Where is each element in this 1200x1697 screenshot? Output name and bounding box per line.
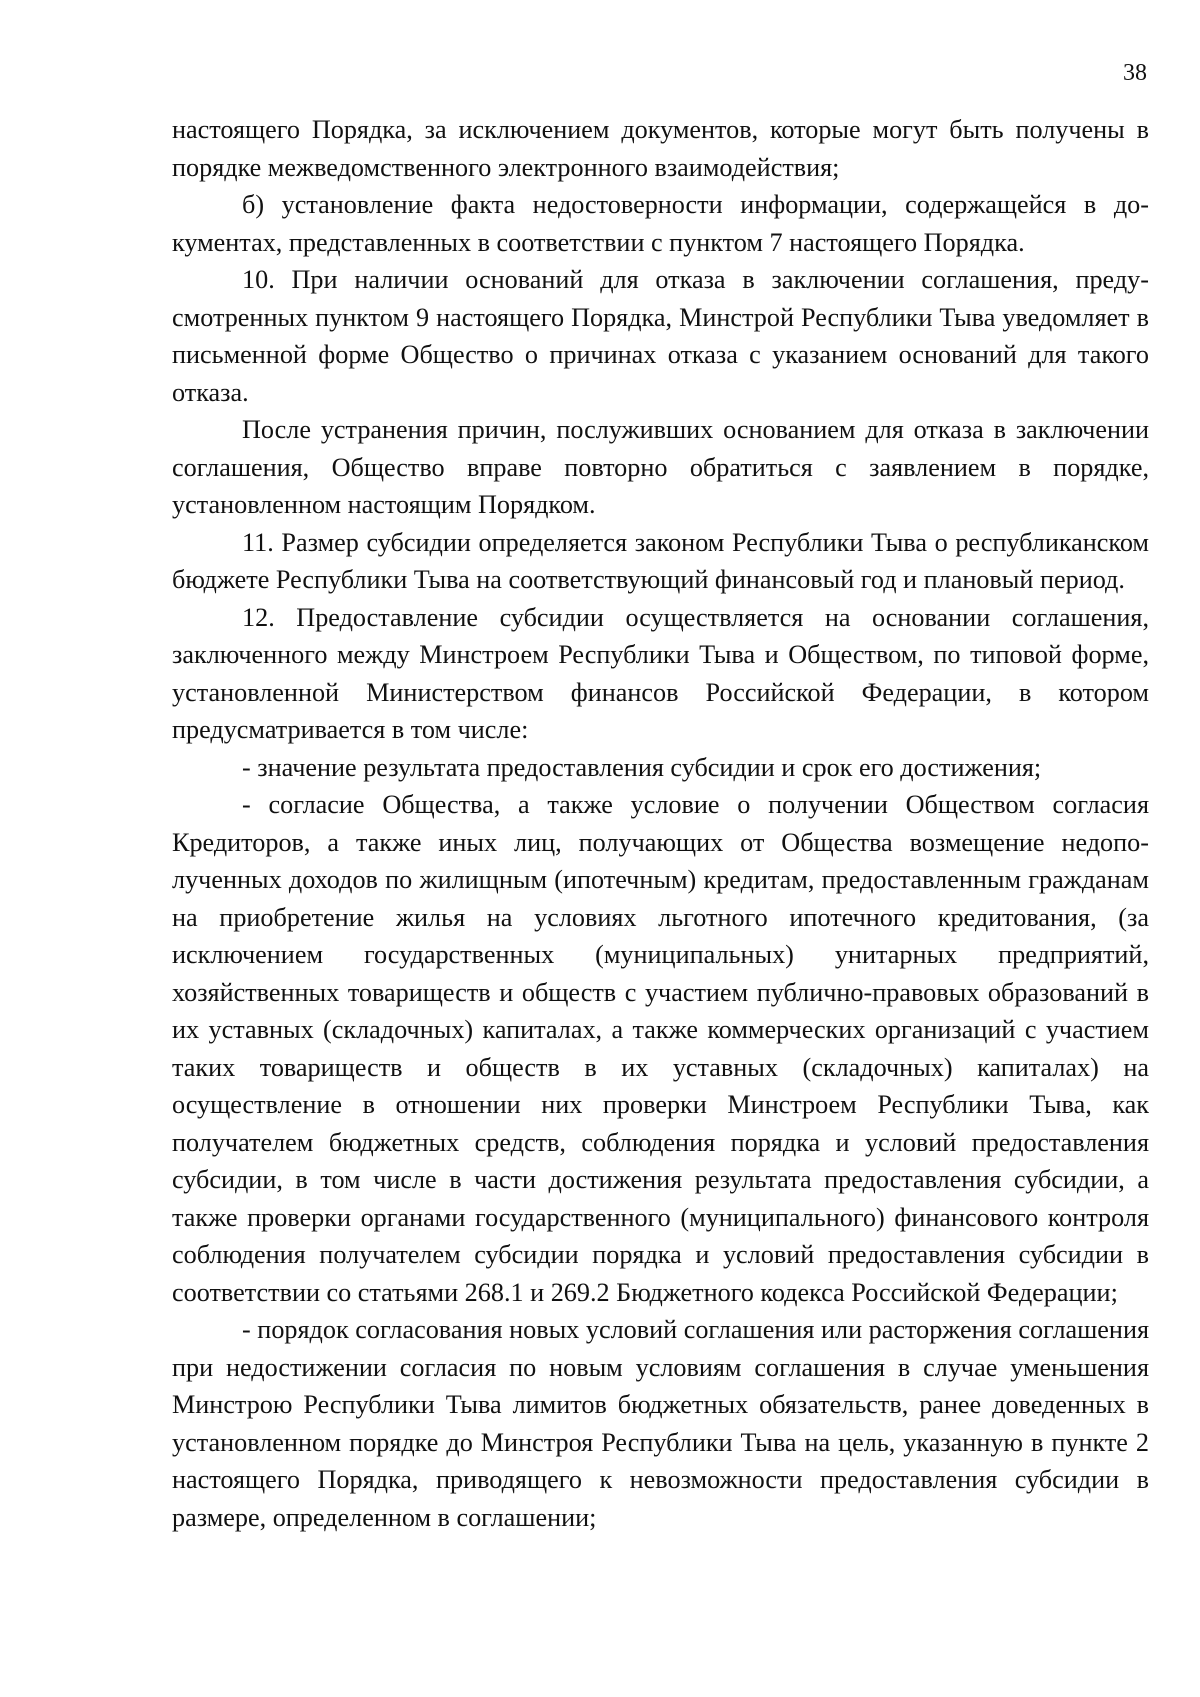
paragraph: 11. Размер субсидии определяется законом Республики Тыва о республиканском бюджете Республики Тыва на соответствующий финансовый год и плановый период. <box>172 527 1149 594</box>
list-item: - порядок согласования новых условий соглашения или расторжения соглашения при недостижении согласия по новым условиям соглашения в случае уменьшения Минстрою Республики Тыва лимитов бюджетных обязательств, ранее доведенных в установленном порядке до Минстроя Республики Тыва на цель, указанную в пункте 2 настоящего Порядка, приводящего к невозможности предоставления субсидии в размере, определенном в соглашении; <box>172 1315 1149 1532</box>
paragraph: 12. Предоставление субсидии осуществляется на основании соглашения, заключенного между Минстроем Республики Тыва и Обществом, по типовой форме, установленной Министерством финансов Российской Федерации, в котором предусматривается в том числе: <box>172 602 1149 744</box>
list-item: - значение результата предоставления субсидии и срок его достижения; <box>242 752 1042 782</box>
list-item: - согласие Общества, а также условие о получении Обществом согласия Кредиторов, а также иных лиц, получающих от Общества возмещение недополученных доходов по жилищным (ипотечным) кредитам, предоставленным гражданам на приобретение жилья на условиях льготного ипотечного кредитования, (за исключением государственных (муниципальных) унитарных предприятий, хозяйственных товариществ и обществ с участием публично-правовых образований в их уставных (складочных) капиталах, а также коммерческих организаций с участием таких товариществ и обществ в их уставных (складочных) капиталах) на осуществление в отношении них проверки Минстроем Республики Тыва, как получателем бюджетных средств, соблюдения порядка и условий предоставления субсидии, в том числе в части достижения результата предоставления субсидии, а также проверки органами государственного (муниципального) финансового контроля соблюдения получателем субсидии порядка и условий предоставления субсидии в соответствии со статьями 268.1 и 269.2 Бюджетного кодекса Российской Федерации; <box>172 790 1149 1307</box>
paragraph: настоящего Порядка, за исключением документов, которые могут быть получены в порядке межведомственного электронного взаимодействия; <box>172 115 1149 182</box>
page-number: 38 <box>1123 60 1147 86</box>
paragraph: 10. При наличии оснований для отказа в заключении соглашения, предусмотренных пунктом 9 настоящего Порядка, Минстрой Республики Тыва уведомляет в письменной форме Общество о причинах отказа с указанием оснований для такого отказа. <box>172 265 1149 407</box>
document-body <box>172 111 1149 1536</box>
paragraph: После устранения причин, послуживших основанием для отказа в заключении соглашения, Общество вправе повторно обратиться с заявлением в порядке, установленном настоящим Порядком. <box>172 415 1149 519</box>
paragraph: б) установление факта недостоверности информации, содержащейся в документах, представленных в соответствии с пунктом 7 настоящего Порядка. <box>172 190 1149 257</box>
